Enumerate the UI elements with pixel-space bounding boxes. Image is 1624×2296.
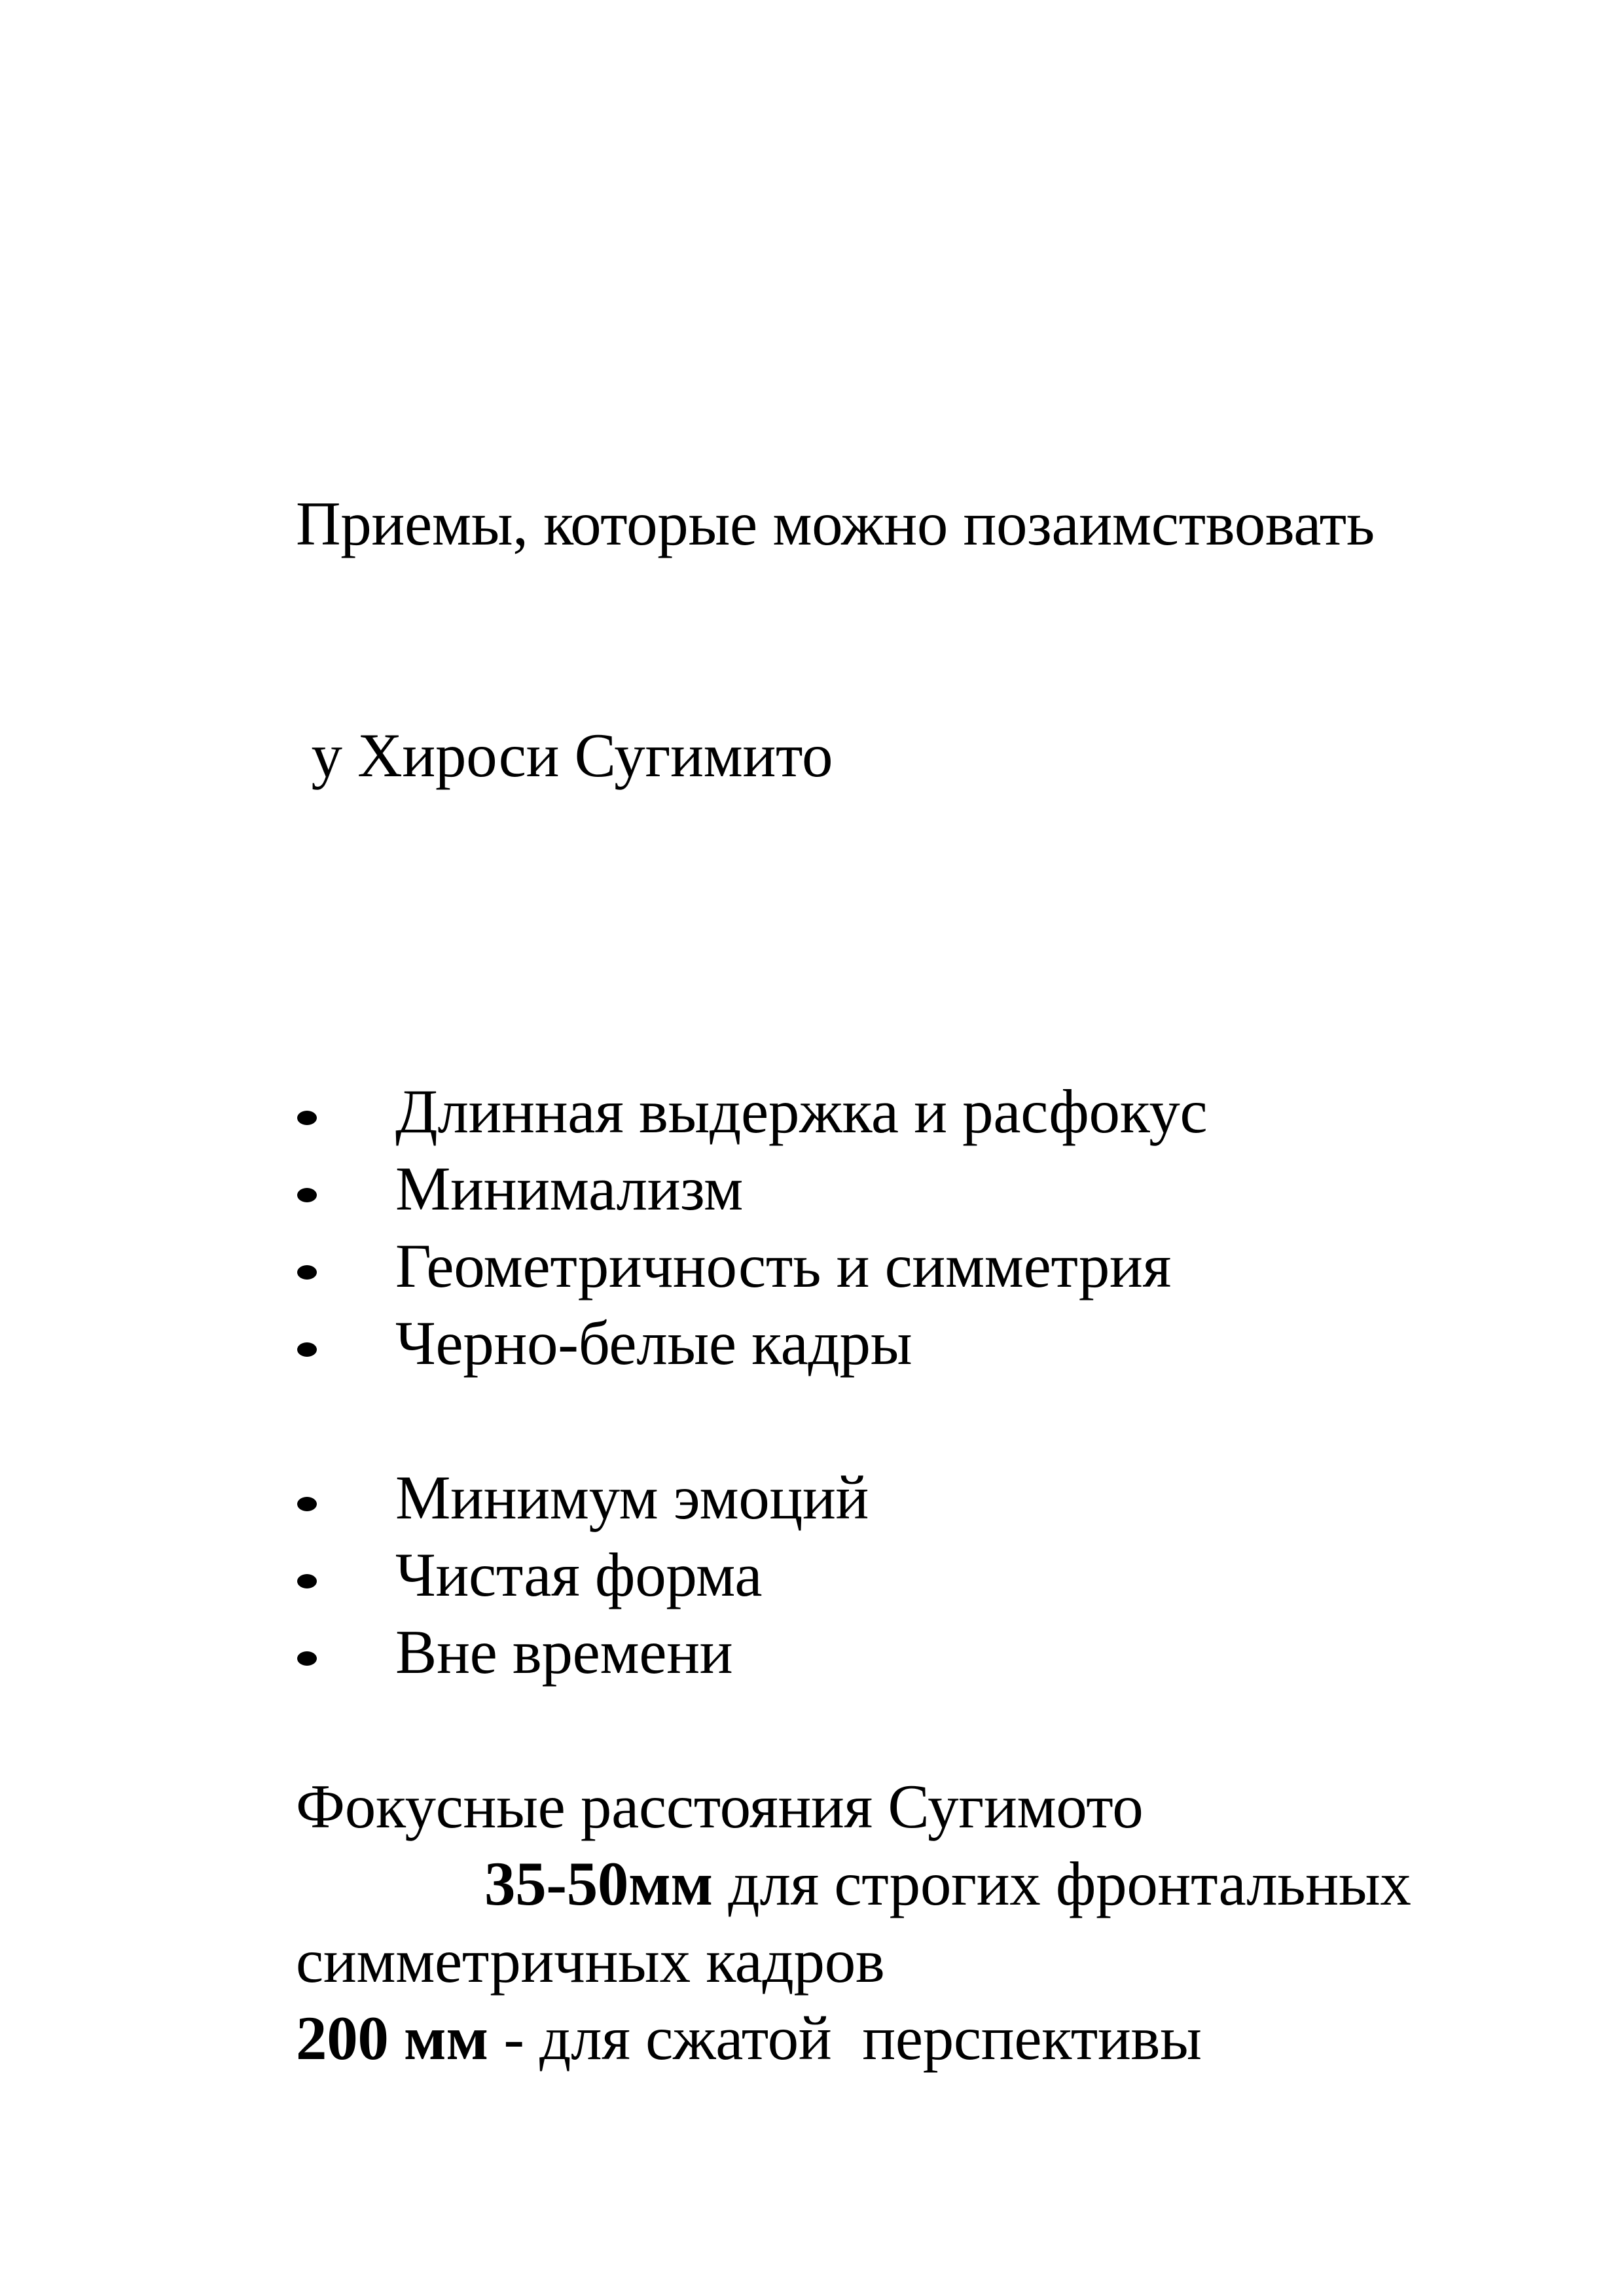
title-line-2: у Хироси Сугимито bbox=[296, 721, 833, 790]
list-item-label: Черно-белые кадры bbox=[395, 1308, 912, 1378]
list-item-label: Длинная выдержка и расфокус bbox=[395, 1077, 1208, 1146]
list-item-label: Минимализм bbox=[395, 1154, 744, 1223]
list-item bbox=[296, 1613, 1553, 1691]
bullet-list-mood bbox=[296, 1459, 1553, 1691]
bullet-dot-icon bbox=[297, 1651, 317, 1666]
bullet-dot-icon bbox=[297, 1265, 317, 1280]
list-item bbox=[296, 1459, 1553, 1536]
bullet-dot-icon bbox=[297, 1111, 317, 1125]
document-content bbox=[296, 331, 1553, 2077]
focal-length-section bbox=[296, 1768, 1553, 2077]
focal-value-200: 200 мм bbox=[296, 2003, 488, 2073]
focal-desc-200: - для сжатой перспективы bbox=[488, 2003, 1202, 2073]
list-item bbox=[296, 1073, 1553, 1150]
list-item-label: Минимум эмоций bbox=[395, 1463, 869, 1532]
bullet-dot-icon bbox=[297, 1574, 317, 1588]
focal-line-wrap: симметричных кадров bbox=[296, 1926, 885, 1996]
focal-value-35-50: 35-50мм bbox=[484, 1849, 713, 1918]
title-line-1: Приемы, которые можно позаимствовать bbox=[296, 489, 1375, 558]
bullet-dot-icon bbox=[297, 1188, 317, 1202]
focal-line-200 bbox=[296, 2000, 1553, 2077]
list-item-label: Чистая форма bbox=[395, 1540, 763, 1609]
focal-section-heading: Фокусные расстояния Сугимото bbox=[296, 1772, 1144, 1841]
list-item bbox=[296, 1536, 1553, 1613]
list-item bbox=[296, 1227, 1553, 1304]
focal-line-35-50 bbox=[296, 1845, 1553, 1922]
bullet-dot-icon bbox=[297, 1497, 317, 1511]
focal-desc-35-50: для строгих фронтальных bbox=[712, 1849, 1411, 1918]
list-item-label: Вне времени bbox=[395, 1617, 733, 1687]
list-item bbox=[296, 1150, 1553, 1227]
list-item bbox=[296, 1304, 1553, 1382]
page-title bbox=[296, 331, 1553, 948]
list-item-label: Геометричность и симметрия bbox=[395, 1231, 1171, 1300]
bullet-dot-icon bbox=[297, 1342, 317, 1357]
bullet-list-techniques bbox=[296, 1073, 1553, 1382]
